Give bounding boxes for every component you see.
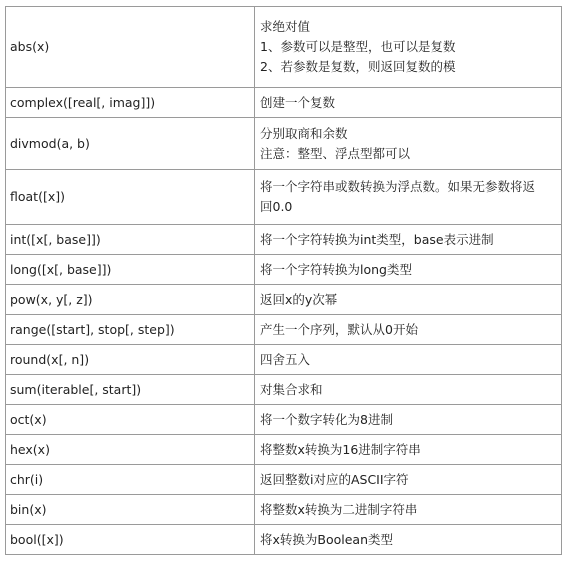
builtin-functions-table (5, 6, 562, 555)
table-row (6, 495, 562, 525)
description-line: 1、参数可以是整型，也可以是复数 (260, 39, 456, 54)
description-line: 将x转换为Boolean类型 (260, 531, 394, 547)
function-signature: chr(i) (6, 465, 255, 495)
table-row (6, 7, 562, 88)
table-row (6, 375, 562, 405)
description-line: 将一个字符串或数转换为浮点数。如果无参数将返 (260, 179, 536, 194)
function-signature: divmod(a, b) (6, 118, 255, 170)
table-row (6, 225, 562, 255)
description-line: 返回x的y次幂 (260, 291, 338, 307)
function-description (255, 170, 562, 225)
table-row (6, 255, 562, 285)
description-line: 创建一个复数 (260, 94, 336, 110)
function-description (255, 375, 562, 405)
description-line: 将一个字符转换为long类型 (260, 261, 412, 277)
table-row (6, 525, 562, 555)
function-description (255, 345, 562, 375)
description-line: 产生一个序列，默认从0开始 (260, 321, 418, 337)
function-signature: abs(x) (6, 7, 255, 88)
description-line: 分别取商和余数 (260, 125, 348, 141)
description-line: 2、若参数是复数，则返回复数的模 (260, 59, 456, 74)
table-row (6, 285, 562, 315)
function-description (255, 435, 562, 465)
function-description (255, 88, 562, 118)
description-line: 将一个数字转化为8进制 (260, 411, 393, 427)
description-line: 回0.0 (260, 199, 293, 214)
description-line: 求绝对值 (260, 19, 311, 34)
table-row (6, 88, 562, 118)
table-row (6, 435, 562, 465)
function-signature: round(x[, n]) (6, 345, 255, 375)
function-description (255, 495, 562, 525)
description-line: 四舍五入 (260, 351, 311, 367)
function-signature: range([start], stop[, step]) (6, 315, 255, 345)
function-description (255, 7, 562, 88)
function-signature: sum(iterable[, start]) (6, 375, 255, 405)
description-line: 注意：整型、浮点型都可以 (260, 145, 411, 161)
table-row (6, 170, 562, 225)
description-line: 对集合求和 (260, 381, 323, 397)
description-line: 将一个字符转换为int类型，base表示进制 (260, 231, 494, 247)
function-signature: int([x[, base]]) (6, 225, 255, 255)
description-line: 返回整数i对应的ASCII字符 (260, 471, 409, 487)
function-description (255, 465, 562, 495)
function-signature: bool([x]) (6, 525, 255, 555)
function-signature: pow(x, y[, z]) (6, 285, 255, 315)
table-row (6, 345, 562, 375)
function-signature: complex([real[, imag]]) (6, 88, 255, 118)
function-signature: oct(x) (6, 405, 255, 435)
function-signature: bin(x) (6, 495, 255, 525)
function-description (255, 405, 562, 435)
description-line: 将整数x转换为16进制字符串 (260, 441, 421, 457)
table-row (6, 465, 562, 495)
function-description (255, 225, 562, 255)
function-description (255, 315, 562, 345)
function-description (255, 118, 562, 170)
function-signature: hex(x) (6, 435, 255, 465)
function-signature: float([x]) (6, 170, 255, 225)
table-row (6, 118, 562, 170)
description-line: 将整数x转换为二进制字符串 (260, 501, 418, 517)
function-description (255, 525, 562, 555)
table-row (6, 405, 562, 435)
table-row (6, 315, 562, 345)
function-signature: long([x[, base]]) (6, 255, 255, 285)
function-description (255, 285, 562, 315)
function-description (255, 255, 562, 285)
